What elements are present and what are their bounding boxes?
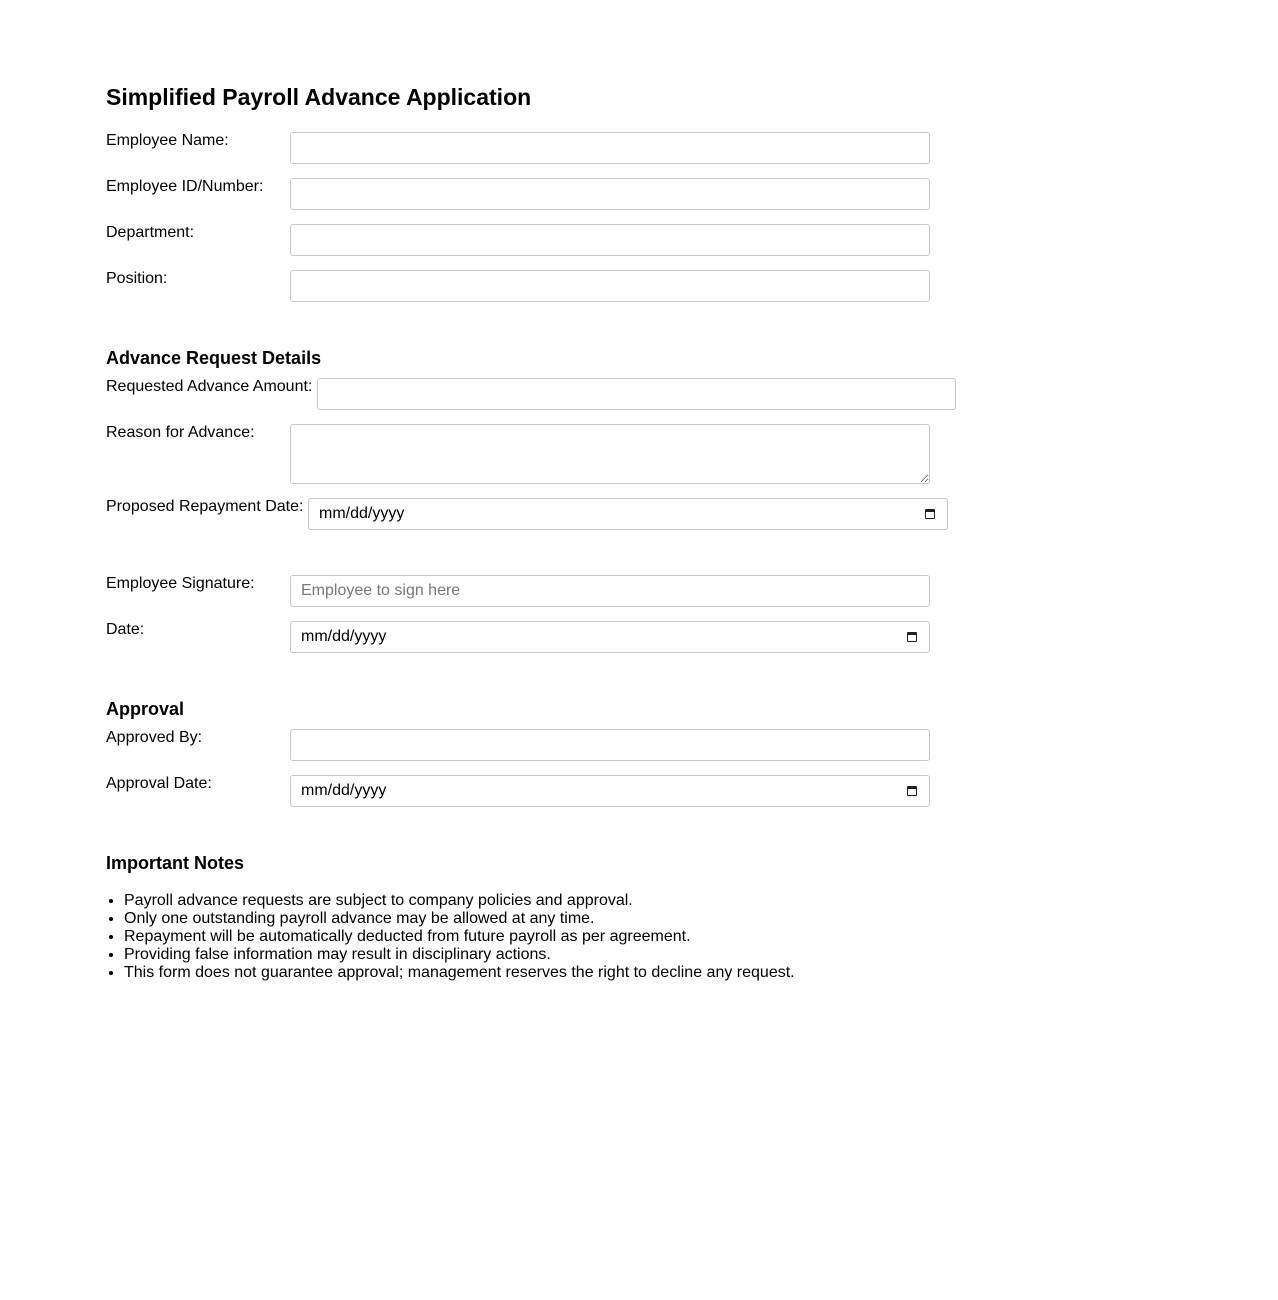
- reason-label: Reason for Advance:: [106, 424, 255, 441]
- repayment-date-label: Proposed Repayment Date:: [106, 498, 304, 515]
- payroll-advance-form: [106, 82, 1006, 982]
- signature-label: Employee Signature:: [106, 575, 255, 592]
- signature-row: [106, 575, 1006, 607]
- advance-amount-label: Requested Advance Amount:: [106, 378, 313, 395]
- calendar-icon[interactable]: [907, 632, 917, 642]
- approval-date-label: Approval Date:: [106, 775, 212, 792]
- calendar-icon[interactable]: [925, 509, 935, 519]
- signature-date-input[interactable]: [290, 621, 930, 653]
- repayment-date-row: [106, 498, 1006, 530]
- calendar-icon[interactable]: [907, 786, 917, 796]
- list-item: • Payroll advance requests are subject to company policies and approval.: [124, 892, 1006, 910]
- reason-row: [106, 424, 1006, 484]
- list-item: • Providing false information may result in disciplinary actions.: [124, 946, 1006, 964]
- list-item: • Only one outstanding payroll advance may be allowed at any time.: [124, 910, 1006, 928]
- department-input[interactable]: [290, 224, 930, 256]
- signature-input[interactable]: [290, 575, 930, 607]
- position-row: [106, 270, 1006, 302]
- approved-by-input[interactable]: [290, 729, 930, 761]
- approved-by-row: [106, 729, 1006, 761]
- signature-date-mask: mm/dd/yyyy: [301, 628, 387, 645]
- department-row: [106, 224, 1006, 256]
- approval-date-input[interactable]: [290, 775, 930, 807]
- employee-id-label: Employee ID/Number:: [106, 178, 264, 195]
- employee-name-label: Employee Name:: [106, 132, 229, 149]
- signature-date-row: [106, 621, 1006, 653]
- signature-date-label: Date:: [106, 621, 145, 638]
- position-label: Position:: [106, 270, 168, 287]
- notes-section-heading: Important Notes: [106, 853, 245, 873]
- employee-name-input[interactable]: [290, 132, 930, 164]
- approval-section-heading: Approval: [106, 699, 185, 719]
- approved-by-label: Approved By:: [106, 729, 203, 746]
- notes-list: [106, 892, 1006, 982]
- approval-date-row: [106, 775, 1006, 807]
- repayment-date-mask: mm/dd/yyyy: [319, 505, 405, 522]
- employee-id-input[interactable]: [290, 178, 930, 210]
- reason-textarea[interactable]: [290, 424, 930, 484]
- approval-date-mask: mm/dd/yyyy: [301, 782, 387, 799]
- employee-id-row: [106, 178, 1006, 210]
- department-label: Department:: [106, 224, 195, 241]
- page-title: Simplified Payroll Advance Application: [106, 84, 532, 110]
- list-item: • Repayment will be automatically deducted from future payroll as per agreement.: [124, 928, 1006, 946]
- employee-name-row: [106, 132, 1006, 164]
- repayment-date-input[interactable]: [308, 498, 948, 530]
- list-item: • This form does not guarantee approval; management reserves the right to decline any request.: [124, 964, 1006, 982]
- advance-amount-row: [106, 378, 1006, 410]
- advance-section-heading: Advance Request Details: [106, 348, 322, 368]
- advance-amount-input[interactable]: [317, 378, 956, 410]
- position-input[interactable]: [290, 270, 930, 302]
